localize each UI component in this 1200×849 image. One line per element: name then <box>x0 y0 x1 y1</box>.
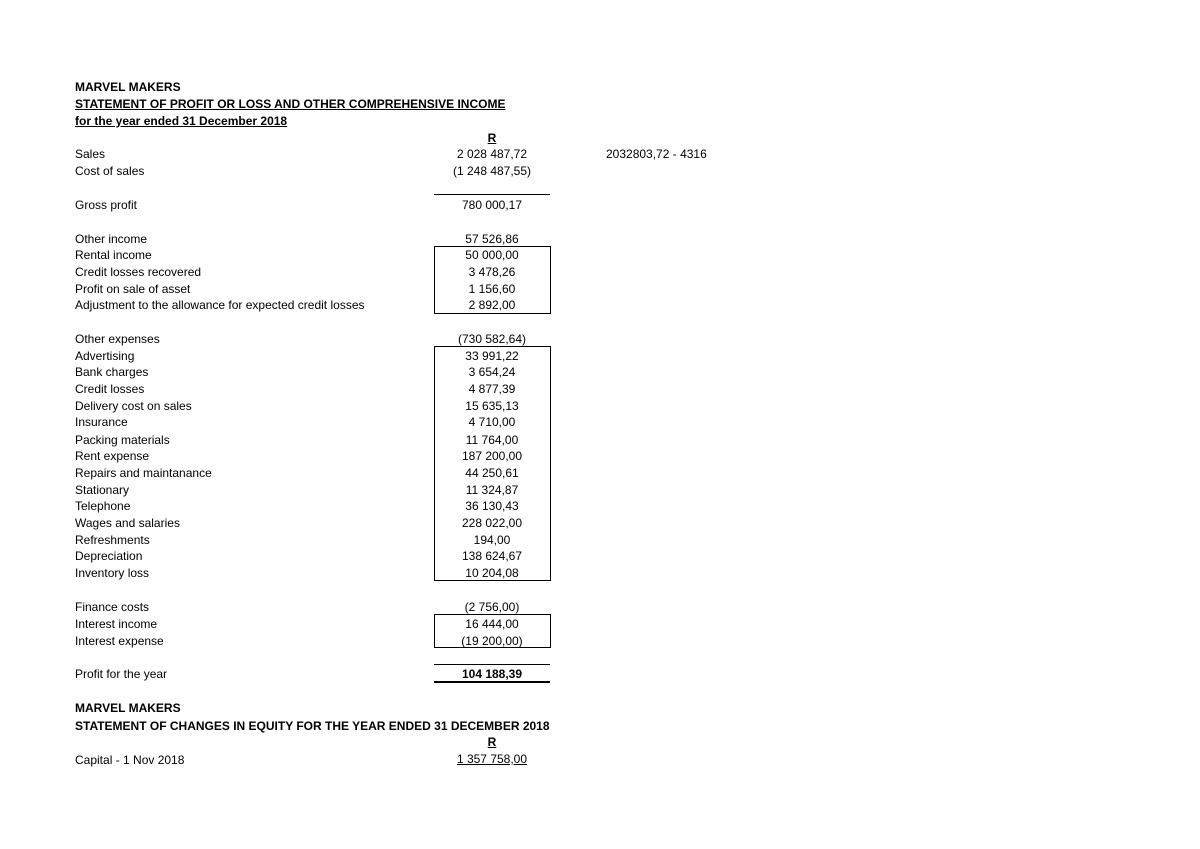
expense-item-value: 11 324,87 <box>465 483 519 497</box>
other-income-item-value: 3 478,26 <box>468 265 516 279</box>
other-income-item-label: Rental income <box>75 248 152 262</box>
currency-header: R <box>487 131 497 145</box>
profit-top-rule <box>434 664 550 665</box>
gross-profit-value: 780 000,17 <box>461 198 523 212</box>
finance-item-value: 16 444,00 <box>465 617 519 631</box>
expense-item-label: Inventory loss <box>75 566 150 580</box>
expense-item-value: 3 654,24 <box>468 365 516 379</box>
finance-item-label: Interest income <box>75 617 158 631</box>
sales-value: 2 028 487,72 <box>456 147 528 161</box>
capital-label: Capital - 1 Nov 2018 <box>75 753 185 767</box>
finance-item-value: (19 200,00) <box>461 634 523 648</box>
expense-item-label: Credit losses <box>75 382 145 396</box>
finance-item-label: Interest expense <box>75 634 164 648</box>
expense-item-label: Telephone <box>75 499 131 513</box>
expense-item-value: 138 624,67 <box>461 549 523 563</box>
statement-period: for the year ended 31 December 2018 <box>75 114 288 128</box>
expense-item-value: 187 200,00 <box>461 449 523 463</box>
expense-item-label: Bank charges <box>75 365 149 379</box>
expense-item-value: 10 204,08 <box>465 566 519 580</box>
other-income-item-value: 2 892,00 <box>468 298 516 312</box>
soce-title: STATEMENT OF CHANGES IN EQUITY FOR THE YEAR ENDED 31 DECEMBER 2018 <box>75 719 550 733</box>
expense-item-value: 33 991,22 <box>465 349 519 363</box>
other-income-label: Other income <box>75 232 148 246</box>
expense-item-label: Delivery cost on sales <box>75 399 192 413</box>
other-income-item-label: Profit on sale of asset <box>75 282 191 296</box>
company-name: MARVEL MAKERS <box>75 80 181 94</box>
expense-item-value: 36 130,43 <box>465 499 519 513</box>
other-income-value: 57 526,86 <box>465 232 519 246</box>
expense-item-label: Refreshments <box>75 533 150 547</box>
other-income-item-value: 50 000,00 <box>465 248 519 262</box>
sales-note: 2032803,72 - 4316 <box>606 147 707 161</box>
expense-item-label: Stationary <box>75 483 130 497</box>
soce-company-name: MARVEL MAKERS <box>75 701 181 715</box>
expense-item-label: Repairs and maintanance <box>75 466 212 480</box>
other-income-item-label: Credit losses recovered <box>75 265 202 279</box>
profit-double-rule <box>434 681 550 683</box>
cost-of-sales-value: (1 248 487,55) <box>452 164 532 178</box>
expense-item-label: Depreciation <box>75 549 143 563</box>
finance-costs-value: (2 756,00) <box>464 600 520 614</box>
expense-item-label: Advertising <box>75 349 135 363</box>
expense-item-value: 4 710,00 <box>468 415 516 429</box>
expense-item-value: 44 250,61 <box>465 466 519 480</box>
finance-costs-label: Finance costs <box>75 600 150 614</box>
expense-item-label: Rent expense <box>75 449 150 463</box>
other-income-item-label: Adjustment to the allowance for expected credit losses <box>75 298 365 312</box>
gross-profit-rule <box>434 194 550 195</box>
capital-value: 1 357 758,00 <box>456 752 528 766</box>
gross-profit-label: Gross profit <box>75 198 138 212</box>
expense-item-label: Wages and salaries <box>75 516 180 530</box>
profit-value: 104 188,39 <box>461 667 523 681</box>
expense-item-label: Insurance <box>75 415 128 429</box>
other-income-item-value: 1 156,60 <box>468 282 516 296</box>
expense-item-value: 194,00 <box>473 533 511 547</box>
statement-title: STATEMENT OF PROFIT OR LOSS AND OTHER COMPREHENSIVE INCOME <box>75 97 506 111</box>
expense-item-value: 11 764,00 <box>465 433 519 447</box>
other-expenses-value: (730 582,64) <box>457 332 527 346</box>
expense-item-value: 15 635,13 <box>465 399 519 413</box>
expense-item-value: 228 022,00 <box>461 516 523 530</box>
other-expenses-label: Other expenses <box>75 332 160 346</box>
profit-label: Profit for the year <box>75 667 168 681</box>
expense-item-label: Packing materials <box>75 433 170 447</box>
sales-label: Sales <box>75 147 106 161</box>
soce-currency-header: R <box>487 735 497 749</box>
cost-of-sales-label: Cost of sales <box>75 164 145 178</box>
expense-item-value: 4 877,39 <box>468 382 516 396</box>
